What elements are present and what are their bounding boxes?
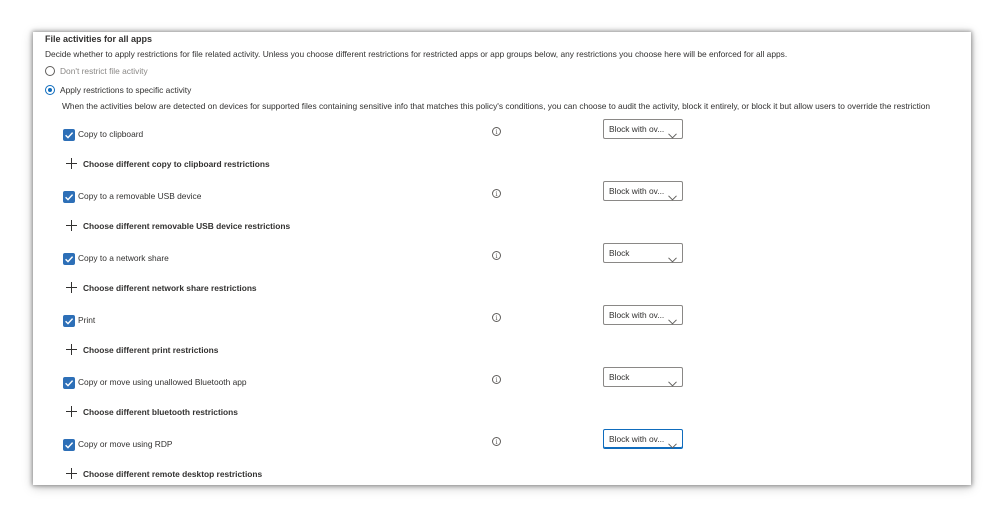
dropdown-value: Block xyxy=(609,248,630,258)
activity-checkbox[interactable] xyxy=(63,315,75,327)
plus-icon xyxy=(66,344,78,356)
info-icon[interactable]: i xyxy=(492,251,501,260)
chevron-down-icon xyxy=(668,126,677,144)
radio-label: Don't restrict file activity xyxy=(60,66,148,76)
file-activities-panel xyxy=(33,32,971,485)
plus-icon xyxy=(66,158,78,170)
activity-row xyxy=(33,186,971,209)
activity-label: Copy to clipboard xyxy=(78,129,144,139)
activity-label: Copy or move using RDP xyxy=(78,439,173,449)
add-restriction-button[interactable] xyxy=(66,281,257,295)
activity-label: Copy or move using unallowed Bluetooth app xyxy=(78,377,247,387)
dropdown-value: Block with ov... xyxy=(609,434,665,444)
restriction-dropdown[interactable] xyxy=(603,119,683,139)
activity-checkbox[interactable] xyxy=(63,377,75,389)
info-icon[interactable]: i xyxy=(492,437,501,446)
restriction-dropdown[interactable] xyxy=(603,243,683,263)
info-icon[interactable]: i xyxy=(492,127,501,136)
radio-label: Apply restrictions to specific activity xyxy=(60,85,192,95)
chevron-down-icon xyxy=(668,188,677,206)
add-restriction-button[interactable] xyxy=(66,157,270,171)
chevron-down-icon xyxy=(668,374,677,392)
add-restriction-button[interactable] xyxy=(66,405,238,419)
add-restriction-label: Choose different network share restrictions xyxy=(83,283,257,293)
activity-row xyxy=(33,124,971,147)
add-restriction-label: Choose different bluetooth restrictions xyxy=(83,407,238,417)
restriction-dropdown[interactable] xyxy=(603,181,683,201)
dropdown-value: Block with ov... xyxy=(609,186,665,196)
activity-row xyxy=(33,372,971,395)
dropdown-value: Block with ov... xyxy=(609,124,665,134)
activity-label: Print xyxy=(78,315,96,325)
plus-icon xyxy=(66,468,78,480)
plus-icon xyxy=(66,406,78,418)
radio-button[interactable] xyxy=(45,66,55,76)
dropdown-value: Block xyxy=(609,372,630,382)
info-icon[interactable]: i xyxy=(492,313,501,322)
activity-checkbox[interactable] xyxy=(63,191,75,203)
add-restriction-label: Choose different copy to clipboard restrictions xyxy=(83,159,270,169)
dropdown-value: Block with ov... xyxy=(609,310,665,320)
restriction-dropdown[interactable] xyxy=(603,305,683,325)
activity-checkbox[interactable] xyxy=(63,439,75,451)
chevron-down-icon xyxy=(668,436,677,454)
info-icon[interactable]: i xyxy=(492,189,501,198)
add-restriction-button[interactable] xyxy=(66,219,290,233)
add-restriction-label: Choose different removable USB device restrictions xyxy=(83,221,291,231)
radio-apply-restrictions[interactable] xyxy=(45,85,191,95)
radio-dont-restrict[interactable] xyxy=(45,66,148,76)
add-restriction-label: Choose different print restrictions xyxy=(83,345,219,355)
activity-row xyxy=(33,310,971,333)
restriction-dropdown[interactable] xyxy=(603,367,683,387)
restriction-dropdown[interactable] xyxy=(603,429,683,449)
info-icon[interactable]: i xyxy=(492,375,501,384)
activity-row xyxy=(33,248,971,271)
activity-help-text: When the activities below are detected on devices for supported files containing sensitive info that matches this policy's conditions, you can choose to audit the activity, block it entirely, or block it but allow users to override the restriction xyxy=(62,101,931,111)
chevron-down-icon xyxy=(668,250,677,268)
activity-label: Copy to a network share xyxy=(78,253,169,263)
activity-label: Copy to a removable USB device xyxy=(78,191,202,201)
add-restriction-button[interactable] xyxy=(66,467,262,481)
section-description: Decide whether to apply restrictions for file related activity. Unless you choose different restrictions for restricted apps or app groups below, any restrictions you choose here will be enforced for all apps. xyxy=(45,49,788,59)
plus-icon xyxy=(66,282,78,294)
add-restriction-button[interactable] xyxy=(66,343,218,357)
activity-checkbox[interactable] xyxy=(63,253,75,265)
add-restriction-label: Choose different remote desktop restrictions xyxy=(83,469,263,479)
chevron-down-icon xyxy=(668,312,677,330)
radio-button-selected[interactable] xyxy=(45,85,55,95)
plus-icon xyxy=(66,220,78,232)
activity-checkbox[interactable] xyxy=(63,129,75,141)
activity-row xyxy=(33,434,971,457)
section-title: File activities for all apps xyxy=(45,34,153,44)
